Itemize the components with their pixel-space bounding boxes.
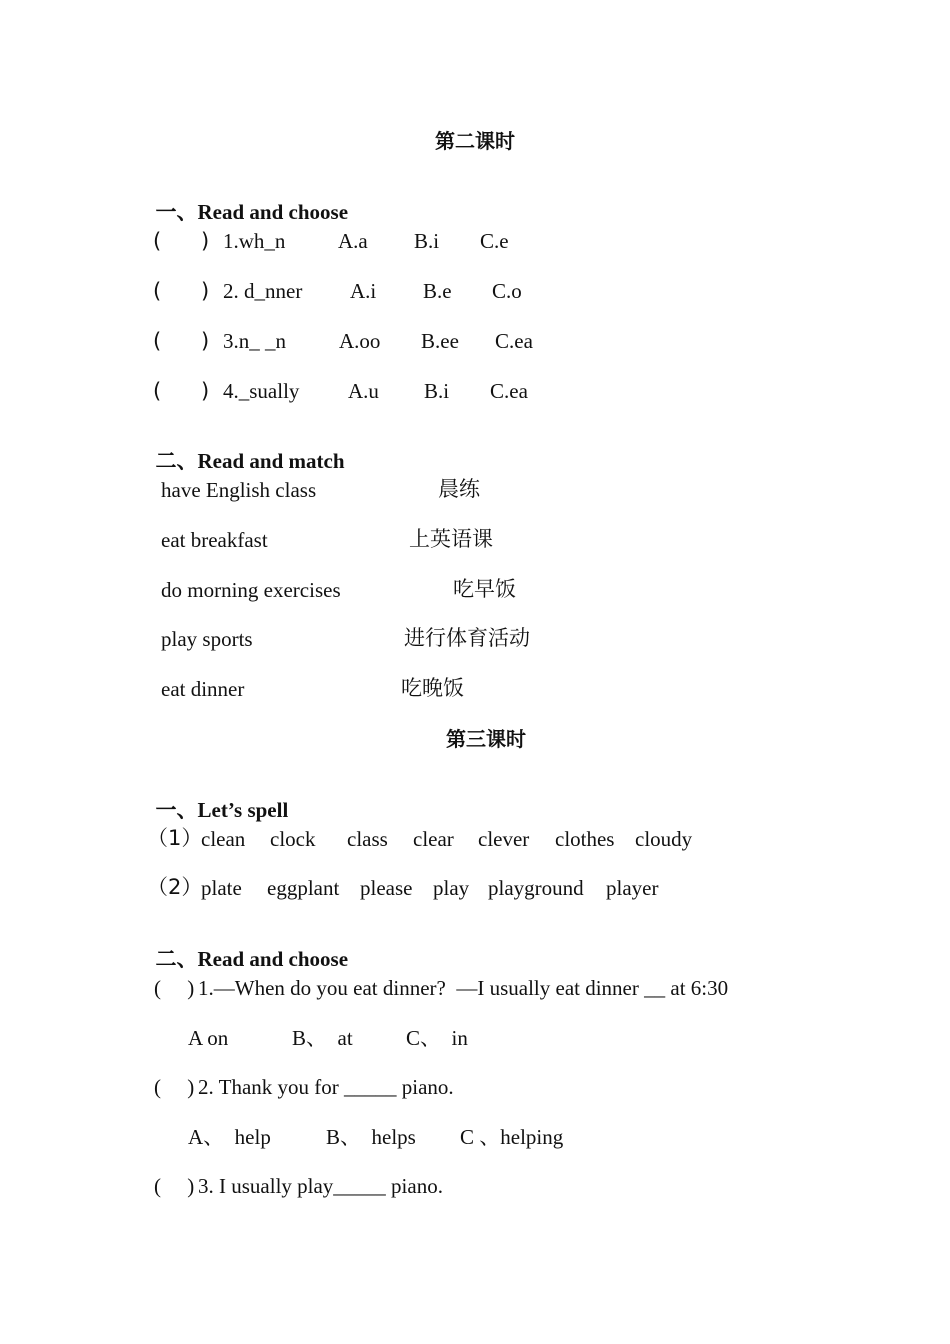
spell-word: playground (488, 876, 584, 900)
section-marker: 一、 (155, 798, 198, 822)
spell-word: play (433, 876, 470, 900)
spell-word: clean (201, 827, 246, 851)
option-b: B.ee (421, 329, 459, 353)
lesson3-section1-heading (145, 779, 288, 821)
option-a: A、 help (188, 1125, 271, 1149)
answer-paren-close: ) (201, 329, 210, 353)
answer-paren[interactable]: ( ) (154, 1174, 195, 1198)
option-b: B.i (424, 379, 450, 403)
answer-paren-close: ) (201, 229, 210, 253)
question-stem: 2. d_nner (223, 279, 303, 303)
question-stem: 3.n_ _n (223, 329, 286, 353)
lesson2-section2-heading (145, 430, 345, 472)
option-c: C.o (492, 279, 522, 303)
match-english-phrase[interactable]: eat dinner (161, 677, 245, 701)
match-chinese-phrase[interactable]: 进行体育活动 (404, 626, 530, 650)
option-c: C.e (480, 229, 509, 253)
row-number: （2） (147, 875, 203, 899)
spell-word: please (360, 876, 413, 900)
section-heading-text: Read and choose (197, 947, 349, 971)
option-a: A.i (350, 279, 377, 303)
answer-paren[interactable]: ( ) (154, 976, 195, 1000)
match-chinese-phrase[interactable]: 晨练 (438, 477, 480, 501)
match-chinese-phrase[interactable]: 吃早饭 (453, 577, 516, 601)
lesson2-title: 第二课时 (435, 129, 515, 153)
answer-paren-open[interactable]: ( (153, 229, 162, 253)
spell-word: cloudy (635, 827, 693, 851)
option-c: C.ea (495, 329, 533, 353)
answer-paren-open[interactable]: ( (153, 279, 162, 303)
section-marker: 二、 (155, 449, 198, 473)
question-stem: 4._sually (223, 379, 300, 403)
option-c: C、 in (406, 1026, 468, 1050)
spell-word: eggplant (267, 876, 340, 900)
section-marker: 一、 (155, 200, 198, 224)
answer-paren-open[interactable]: ( (153, 379, 162, 403)
answer-paren-close: ) (201, 279, 210, 303)
answer-paren[interactable]: ( ) (154, 1075, 195, 1099)
answer-paren-close: ) (201, 379, 210, 403)
spell-word: player (606, 876, 659, 900)
spell-word: clock (270, 827, 316, 851)
option-c: C.ea (490, 379, 528, 403)
answer-paren-open[interactable]: ( (153, 329, 162, 353)
row-number: （1） (147, 826, 203, 850)
match-chinese-phrase[interactable]: 吃晚饭 (401, 676, 464, 700)
section-heading-text: Let’s spell (197, 798, 289, 822)
option-a: A.oo (339, 329, 381, 353)
match-chinese-phrase[interactable]: 上英语课 (409, 527, 493, 551)
lesson3-section2-heading (145, 928, 348, 970)
option-c: C 、helping (460, 1125, 564, 1149)
match-english-phrase[interactable]: eat breakfast (161, 528, 268, 552)
section-heading-text: Read and match (197, 449, 345, 473)
match-english-phrase[interactable]: do morning exercises (161, 578, 341, 602)
option-b: B.e (423, 279, 452, 303)
question-stem: 2. Thank you for _____ piano. (198, 1075, 454, 1099)
lesson3-title: 第三课时 (446, 727, 526, 751)
option-a: A on (188, 1026, 229, 1050)
option-a: A.a (338, 229, 368, 253)
question-stem: 1.wh_n (223, 229, 286, 253)
spell-word: class (347, 827, 388, 851)
match-english-phrase[interactable]: play sports (161, 627, 253, 651)
option-b: B.i (414, 229, 440, 253)
spell-word: plate (201, 876, 242, 900)
spell-word: clothes (555, 827, 615, 851)
question-stem: 1.—When do you eat dinner? —I usually eat dinner __ at 6:30 (198, 976, 729, 1000)
spell-word: clear (413, 827, 454, 851)
section-heading-text: Read and choose (197, 200, 349, 224)
section-marker: 二、 (155, 947, 198, 971)
question-stem: 3. I usually play_____ piano. (198, 1174, 443, 1198)
option-b: B、 at (292, 1026, 353, 1050)
option-b: B、 helps (326, 1125, 416, 1149)
lesson2-section1-heading (145, 181, 348, 223)
match-english-phrase[interactable]: have English class (161, 478, 317, 502)
spell-word: clever (478, 827, 530, 851)
option-a: A.u (348, 379, 379, 403)
